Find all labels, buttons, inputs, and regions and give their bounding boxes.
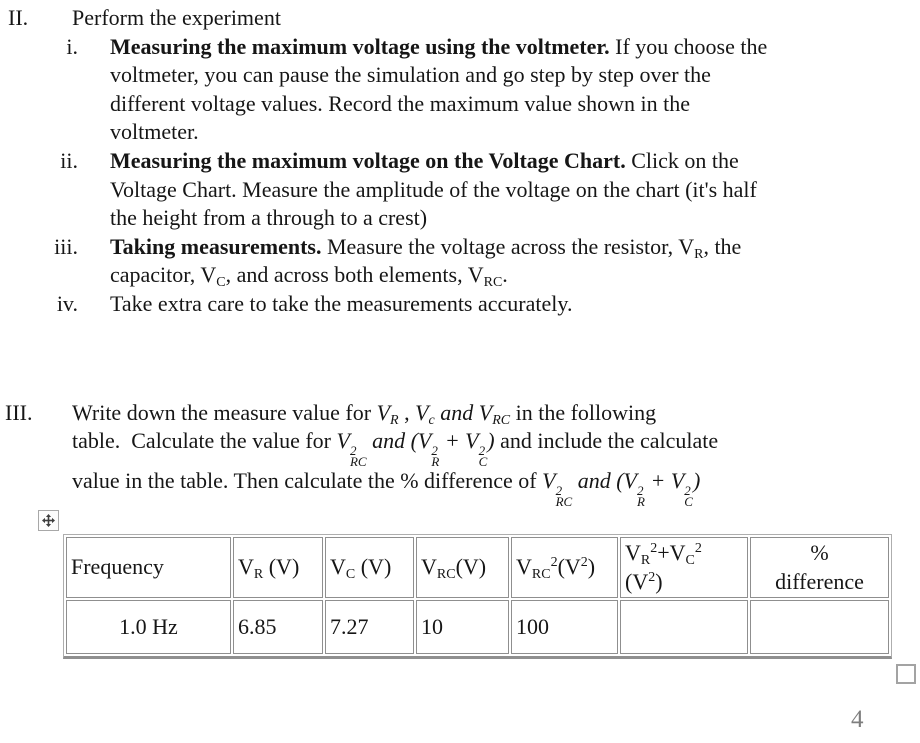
text-run: V bbox=[238, 554, 254, 580]
text-run: V bbox=[421, 554, 437, 580]
text-run: (V) bbox=[355, 554, 392, 580]
list-item-iv-text bbox=[110, 290, 882, 319]
text-run: voltmeter, you can pause the simulation and go step by step over the bbox=[110, 62, 711, 88]
document-page bbox=[0, 4, 920, 733]
table-header-row bbox=[66, 537, 889, 598]
text-run: table. Calculate the value for bbox=[72, 428, 337, 454]
cell-vrc-squared[interactable] bbox=[511, 600, 618, 654]
text-run: V bbox=[625, 540, 641, 566]
math-variable: V 2 RC bbox=[542, 468, 573, 510]
text-run: and bbox=[372, 428, 406, 454]
text-run: 2 bbox=[648, 569, 656, 585]
text-run: Take extra care to take the measurements accurately. bbox=[110, 290, 573, 316]
text-run: 1.0 Hz bbox=[119, 614, 178, 640]
text-run: ( bbox=[616, 468, 624, 494]
list-item-ii bbox=[0, 147, 920, 233]
list-item-iii-text bbox=[110, 233, 882, 290]
section-ii-title: Perform the experiment bbox=[72, 5, 281, 30]
text-run: V bbox=[330, 554, 346, 580]
list-item-ii-text bbox=[110, 147, 882, 233]
text-run: and include the calculate bbox=[494, 428, 719, 454]
text-run: (V bbox=[625, 568, 649, 594]
text-run: Frequency bbox=[71, 554, 164, 580]
math-variable: V 2 C bbox=[670, 468, 693, 510]
text-run: difference bbox=[775, 568, 864, 594]
text-run: voltmeter. bbox=[110, 119, 199, 145]
text-run: C bbox=[216, 275, 226, 291]
table-data-row bbox=[66, 600, 889, 654]
header-vc[interactable] bbox=[325, 537, 414, 598]
text-run: Measuring the maximum voltage on the Voltage Chart. bbox=[110, 147, 626, 173]
section-iii-label: III. bbox=[5, 399, 33, 425]
list-item-iv-number: iv. bbox=[56, 290, 78, 316]
text-run: RC bbox=[531, 567, 551, 583]
text-run: Measuring the maximum voltage using the voltmeter. bbox=[110, 33, 610, 59]
header-vrc-squared[interactable] bbox=[511, 537, 618, 598]
math-variable: V 2 C bbox=[465, 428, 488, 470]
text-run: , and across both elements, V bbox=[225, 262, 484, 288]
text-run: C bbox=[345, 567, 356, 583]
text-run: in the following bbox=[510, 399, 657, 425]
table-move-handle-icon[interactable] bbox=[38, 510, 59, 531]
list-item-i-text bbox=[110, 33, 882, 147]
list-item-i-number: i. bbox=[66, 33, 78, 59]
text-run: ) bbox=[487, 428, 495, 454]
text-run: (V bbox=[557, 554, 581, 580]
text-run: , bbox=[398, 399, 416, 425]
text-run: c bbox=[428, 412, 435, 428]
measurement-table-container bbox=[63, 534, 892, 659]
header-percent-difference[interactable] bbox=[750, 537, 889, 598]
text-run: ( bbox=[410, 428, 418, 454]
text-run: V bbox=[516, 554, 532, 580]
text-run: capacitor, V bbox=[110, 262, 217, 288]
text-run: and bbox=[440, 399, 474, 425]
text-run: C bbox=[685, 553, 695, 569]
text-run: 100 bbox=[516, 614, 549, 640]
text-run: Click on the bbox=[625, 147, 739, 173]
list-item-iv bbox=[0, 290, 920, 319]
text-run: Taking measurements. bbox=[110, 233, 322, 259]
text-run: 2 bbox=[550, 555, 558, 571]
text-run: ) bbox=[692, 468, 701, 494]
list-item-iii bbox=[0, 233, 920, 290]
text-run: RC bbox=[492, 412, 511, 428]
text-run: (V) bbox=[455, 554, 487, 580]
text-run: 2 bbox=[650, 541, 658, 557]
text-run: R bbox=[694, 246, 704, 262]
cell-vc[interactable] bbox=[325, 600, 414, 654]
text-run: % bbox=[810, 540, 829, 566]
text-run: Measure the voltage across the resistor, V bbox=[321, 233, 695, 259]
math-variable: V 2 RC bbox=[336, 428, 367, 470]
text-run: ) bbox=[587, 554, 596, 580]
text-run: ) bbox=[655, 568, 663, 594]
text-run: If you choose the bbox=[609, 33, 768, 59]
text-run: R bbox=[640, 553, 651, 569]
text-run: (V) bbox=[263, 554, 300, 580]
cell-vr2-plus-vc2[interactable] bbox=[620, 600, 748, 654]
text-run: + bbox=[439, 428, 466, 454]
page-number: 4 bbox=[851, 706, 864, 733]
text-run: V bbox=[415, 399, 429, 425]
text-run: . bbox=[502, 262, 508, 288]
text-run: Voltage Chart. Measure the amplitude of the voltage on the chart (it's half bbox=[110, 176, 757, 202]
text-run: value in the table. Then calculate the % difference of bbox=[72, 468, 543, 494]
cell-vr[interactable] bbox=[233, 600, 323, 654]
math-variable: V 2 R bbox=[417, 428, 440, 470]
text-run: RC bbox=[483, 275, 503, 291]
text-run: 6.85 bbox=[238, 614, 277, 640]
cell-frequency[interactable] bbox=[66, 600, 231, 654]
section-iii-paragraph bbox=[0, 399, 920, 508]
text-run: V bbox=[478, 399, 493, 425]
text-run: 7.27 bbox=[330, 614, 369, 640]
list-item-iii-number: iii. bbox=[54, 233, 78, 259]
text-run: Write down the measure value for bbox=[72, 399, 377, 425]
header-frequency[interactable] bbox=[66, 537, 231, 598]
text-run: RC bbox=[436, 567, 456, 583]
text-run: 2 bbox=[694, 541, 702, 557]
measurement-table bbox=[63, 534, 892, 659]
section-ii-heading bbox=[0, 4, 920, 33]
list-item-i bbox=[0, 33, 920, 147]
list-item-ii-number: ii. bbox=[60, 147, 78, 173]
text-run: and bbox=[577, 468, 611, 494]
section-ii-label: II. bbox=[8, 5, 29, 30]
text-run: 2 bbox=[580, 555, 588, 571]
cell-vrc[interactable] bbox=[416, 600, 509, 654]
header-vrc[interactable] bbox=[416, 537, 509, 598]
math-variable: V 2 R bbox=[623, 468, 645, 510]
text-run: R bbox=[253, 567, 264, 583]
text-run: + bbox=[644, 468, 671, 494]
text-run: the height from a through to a crest) bbox=[110, 205, 428, 231]
text-run: V bbox=[376, 399, 391, 425]
text-run: R bbox=[390, 412, 399, 428]
text-run: +V bbox=[657, 540, 686, 566]
text-run: , the bbox=[703, 233, 742, 259]
table-resize-handle[interactable] bbox=[896, 664, 916, 684]
header-vr[interactable] bbox=[233, 537, 323, 598]
text-run: different voltage values. Record the maximum value shown in the bbox=[110, 90, 690, 116]
section-iii-text bbox=[72, 399, 882, 508]
text-run: 10 bbox=[421, 614, 443, 640]
four-way-arrow-icon bbox=[42, 514, 55, 527]
cell-percent-difference[interactable] bbox=[750, 600, 889, 654]
header-vr2-plus-vc2[interactable] bbox=[620, 537, 748, 598]
